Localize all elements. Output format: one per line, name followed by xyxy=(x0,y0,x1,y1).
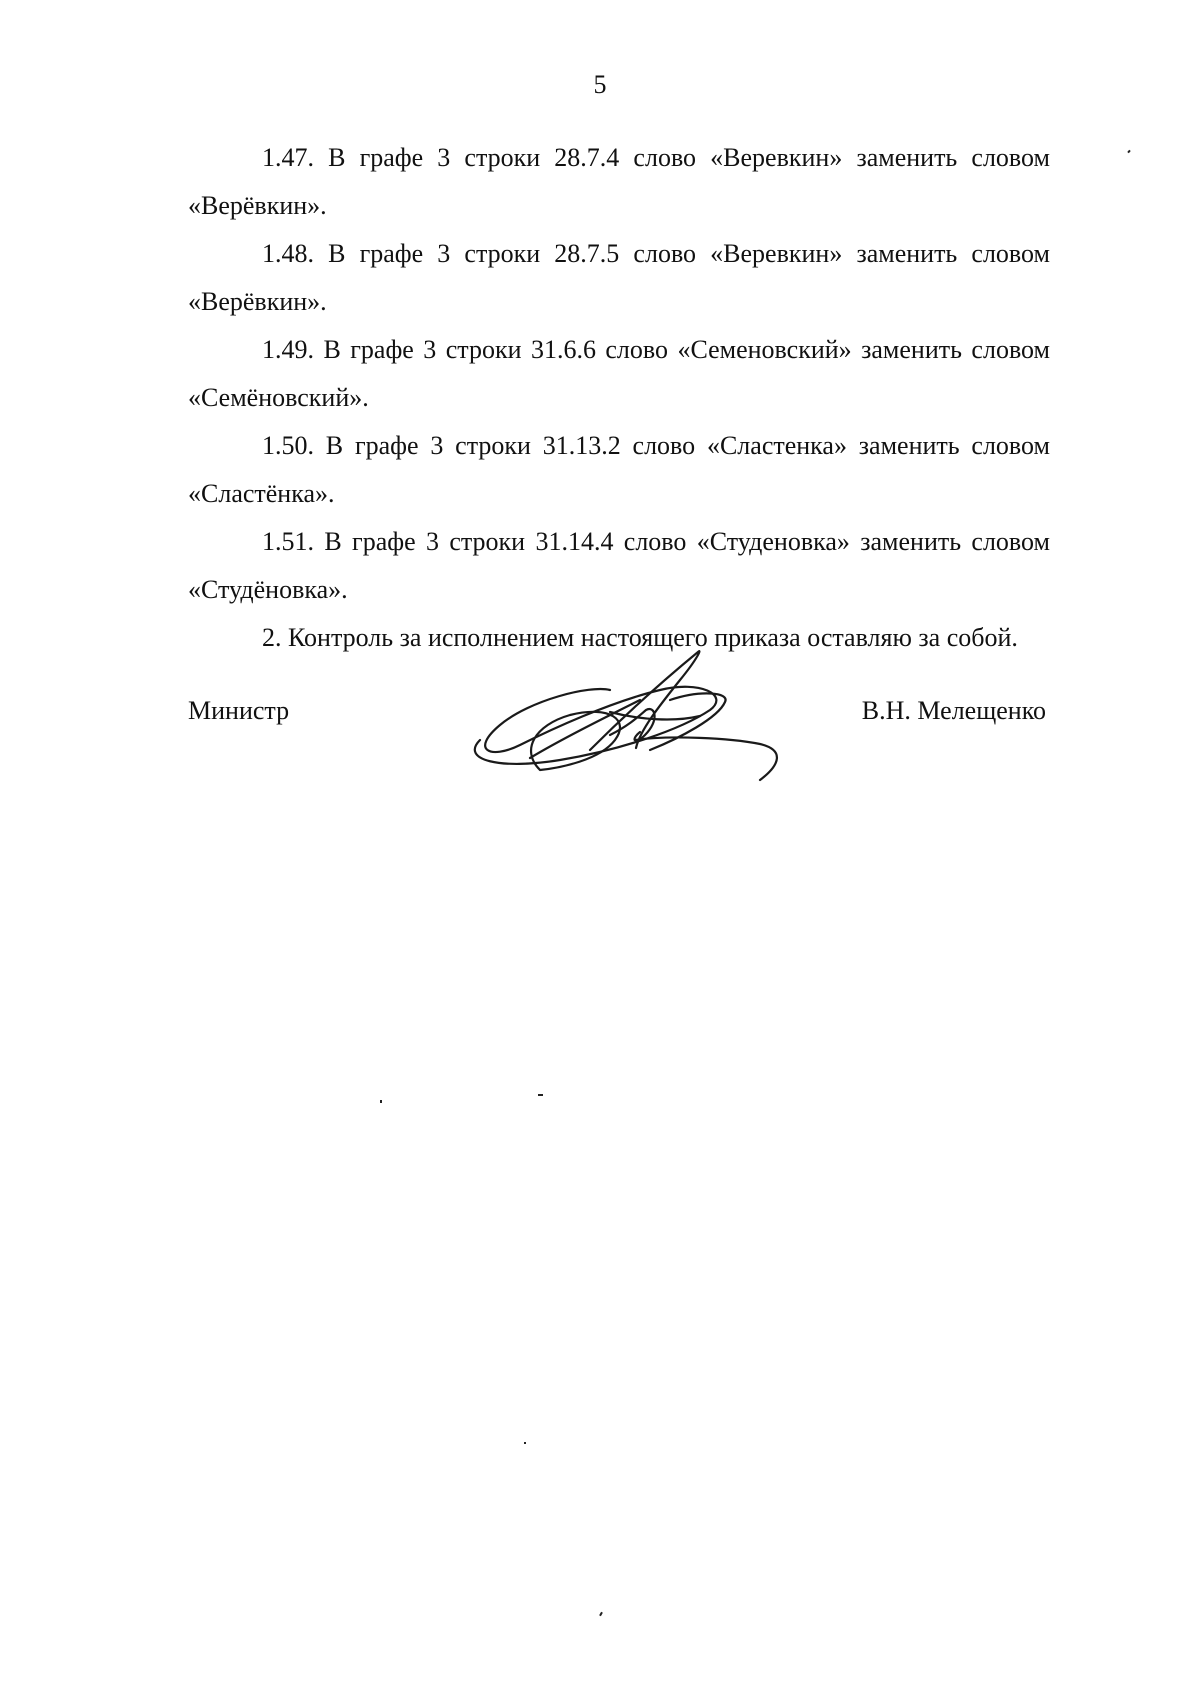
item-line: 1.51. В графе 3 строки 31.14.4 слово «Студеновка» заменить словом xyxy=(262,527,1050,556)
signer-position: Министр xyxy=(188,696,290,725)
scan-speck xyxy=(380,1100,382,1103)
item-line: 1.49. В графе 3 строки 31.6.6 слово «Семеновский» заменить словом xyxy=(262,335,1050,364)
scan-speck xyxy=(524,1442,526,1444)
item-line: 1.48. В графе 3 строки 28.7.5 слово «Веревкин» заменить словом xyxy=(262,239,1050,268)
item-1-49 xyxy=(188,326,1050,422)
item-line: «Сластёнка». xyxy=(188,479,335,508)
page-number: 5 xyxy=(593,70,607,99)
signer-name: В.Н. Мелещенко xyxy=(861,696,1046,725)
item-line: «Верёвкин». xyxy=(188,191,327,220)
document-body xyxy=(188,134,1050,662)
scan-speck xyxy=(599,1612,603,1616)
item-1-47 xyxy=(188,134,1050,230)
item-line: «Верёвкин». xyxy=(188,287,327,316)
item-line: 1.50. В графе 3 строки 31.13.2 слово «Сластенка» заменить словом xyxy=(262,431,1050,460)
item-line: «Семёновский». xyxy=(188,383,369,412)
scan-speck xyxy=(1127,150,1130,154)
item-1-51 xyxy=(188,518,1050,614)
item-1-48 xyxy=(188,230,1050,326)
scan-speck xyxy=(538,1094,543,1096)
item-1-50 xyxy=(188,422,1050,518)
closing-paragraph: 2. Контроль за исполнением настоящего приказа оставляю за собой. xyxy=(262,623,1018,652)
signature-icon xyxy=(440,640,800,800)
item-line: «Студёновка». xyxy=(188,575,348,604)
item-line: 1.47. В графе 3 строки 28.7.4 слово «Веревкин» заменить словом xyxy=(262,143,1050,172)
